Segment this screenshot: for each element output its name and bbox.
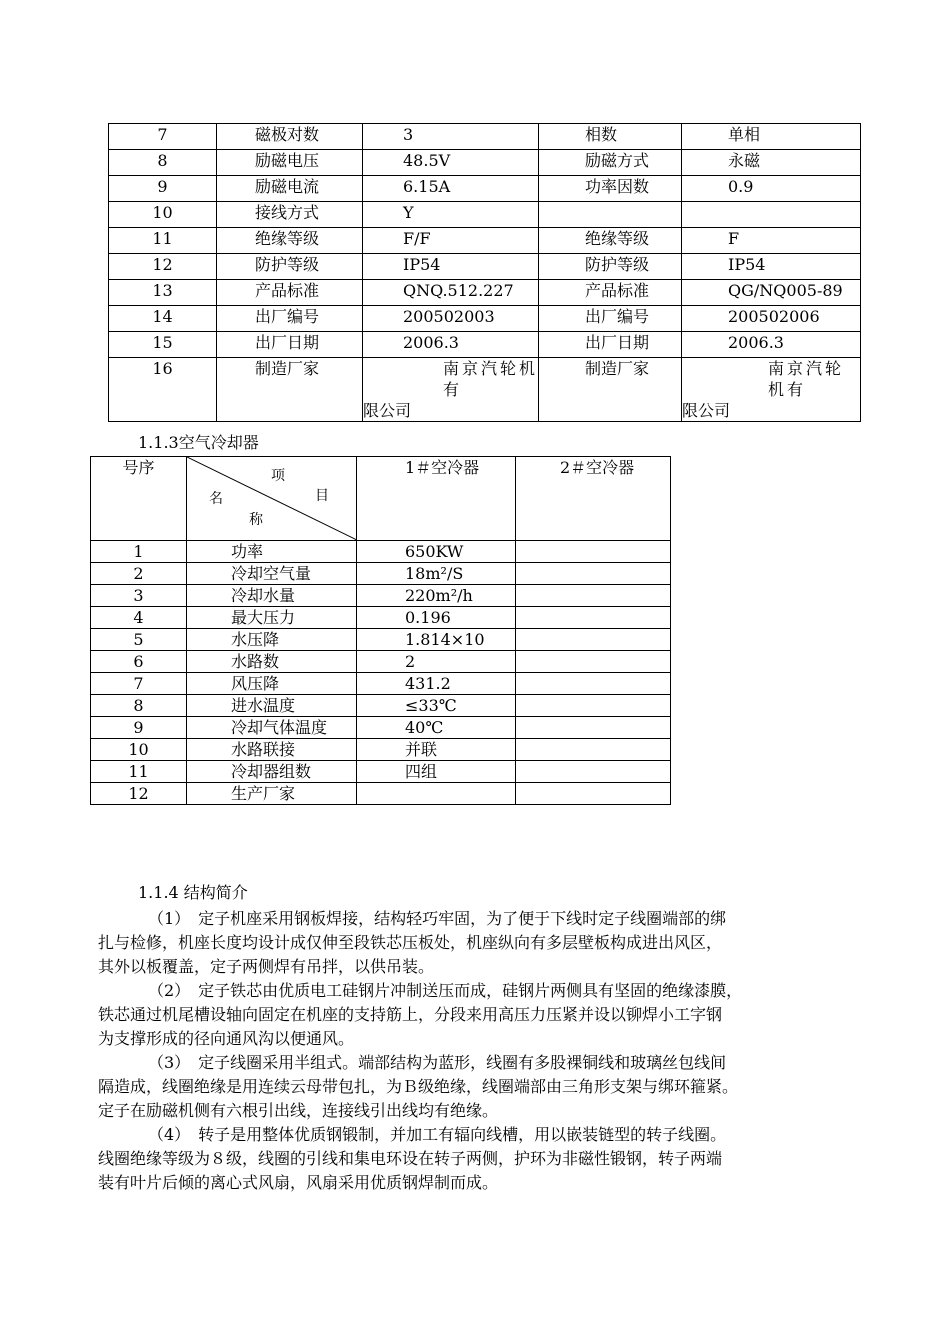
table-cell xyxy=(516,651,671,673)
paragraph-4-line-2: 线圈绝缘等级为８级，线圈的引线和集电环设在转子两侧，护环为非磁性锻钢，转子两端 xyxy=(98,1149,723,1168)
table-cell: 3 xyxy=(363,124,539,150)
table-row xyxy=(109,280,861,306)
table-cell: 650KW xyxy=(357,541,516,563)
table-cell: 40℃ xyxy=(357,717,516,739)
table-cell: 进水温度 xyxy=(187,695,357,717)
table-cell xyxy=(516,673,671,695)
table-cell: QNQ.512.227 xyxy=(363,280,539,306)
table-cell xyxy=(357,783,516,805)
table-cell: 200502006 xyxy=(682,306,861,332)
table-cell xyxy=(516,695,671,717)
table-cell: 励磁方式 xyxy=(539,150,682,176)
table-cell: 生产厂家 xyxy=(187,783,357,805)
table-row xyxy=(91,673,671,695)
header-seq: 号序 xyxy=(91,457,187,541)
table-cell: IP54 xyxy=(363,254,539,280)
structure-section xyxy=(98,881,868,1195)
table-cell: ≤33℃ xyxy=(357,695,516,717)
table-cell: 水路联接 xyxy=(187,739,357,761)
table-cell: 风压降 xyxy=(187,673,357,695)
table-cell: 8 xyxy=(91,695,187,717)
table-cell: QG/NQ005-89 xyxy=(682,280,861,306)
table-cell: 功率因数 xyxy=(539,176,682,202)
table-cell: 2006.3 xyxy=(363,332,539,358)
table-cell: 200502003 xyxy=(363,306,539,332)
table-cell: 6 xyxy=(91,651,187,673)
table-cell xyxy=(516,739,671,761)
table-cell: 7 xyxy=(91,673,187,695)
table-row xyxy=(91,695,671,717)
table-cell: 4 xyxy=(91,607,187,629)
header-col1: 1＃空冷器 xyxy=(357,457,516,541)
table-cell: 9 xyxy=(91,717,187,739)
table-cell: 431.2 xyxy=(357,673,516,695)
table-cell: 6.15A xyxy=(363,176,539,202)
table-cell: 出厂日期 xyxy=(539,332,682,358)
cell-line: 限公司 xyxy=(363,401,412,420)
table-cell xyxy=(682,202,861,228)
motor-parameter-table xyxy=(108,123,861,422)
table-row xyxy=(109,176,861,202)
header-label-xiang: 项 xyxy=(271,468,285,484)
table-row xyxy=(91,717,671,739)
table-cell: F/F xyxy=(363,228,539,254)
air-cooler-table xyxy=(90,456,671,805)
table-cell xyxy=(682,358,861,422)
cell-line: 南京汽轮机有 xyxy=(768,359,845,399)
table-row xyxy=(91,563,671,585)
table-cell: 出厂日期 xyxy=(217,332,363,358)
paragraph-2-line-3: 为支撑形成的径向通风沟以便通风。 xyxy=(98,1029,355,1048)
table-cell: IP54 xyxy=(682,254,861,280)
table-row xyxy=(91,541,671,563)
table-cell: 3 xyxy=(91,585,187,607)
table-cell: 绝缘等级 xyxy=(217,228,363,254)
table-cell: 48.5V xyxy=(363,150,539,176)
header-col2: 2＃空冷器 xyxy=(516,457,671,541)
table-row xyxy=(109,254,861,280)
table-cell xyxy=(516,541,671,563)
table-cell: 冷却器组数 xyxy=(187,761,357,783)
table-row xyxy=(91,761,671,783)
table-cell: 绝缘等级 xyxy=(539,228,682,254)
paragraph-3-line-2: 隔造成，线圈绝缘是用连续云母带包扎，为Ｂ级绝缘，线圈端部由三角形支架与绑环箍紧。 xyxy=(98,1077,739,1096)
table-cell: 单相 xyxy=(682,124,861,150)
table-cell: 2 xyxy=(91,563,187,585)
cell-line: 南京汽轮机有 xyxy=(443,359,539,399)
table-cell: 16 xyxy=(109,358,217,422)
table-cell: 出厂编号 xyxy=(539,306,682,332)
section-title-air-cooler: 1.1.3空气冷却器 xyxy=(138,433,259,452)
table-cell xyxy=(516,783,671,805)
table-row xyxy=(109,332,861,358)
table-cell: 冷却空气量 xyxy=(187,563,357,585)
table-cell: 永磁 xyxy=(682,150,861,176)
table-cell: F xyxy=(682,228,861,254)
table-cell: 2 xyxy=(357,651,516,673)
table-row xyxy=(91,629,671,651)
table-cell: 1 xyxy=(91,541,187,563)
paragraph-2-line-2: 铁芯通过机尾槽设轴向固定在机座的支持筋上，分段来用高压力压紧并设以铆焊小工字钢 xyxy=(98,1005,723,1024)
table-cell: 9 xyxy=(109,176,217,202)
table-cell: 防护等级 xyxy=(539,254,682,280)
table-row xyxy=(91,651,671,673)
table-cell: 15 xyxy=(109,332,217,358)
table-row xyxy=(109,358,861,422)
table-cell: 功率 xyxy=(187,541,357,563)
table-cell: 冷却水量 xyxy=(187,585,357,607)
paragraph-1-line-2: 扎与检修，机座长度均设计成仅伸至段铁芯压板处，机座纵向有多层壁板构成进出风区， xyxy=(98,933,723,952)
table-cell: 7 xyxy=(109,124,217,150)
paragraph-4-line-1: （4） 转子是用整体优质钢锻制，并加工有辐向线槽，用以嵌装链型的转子线圈。 xyxy=(148,1125,727,1144)
header-label-mu: 目 xyxy=(315,488,329,504)
table-row xyxy=(91,607,671,629)
table-cell: 最大压力 xyxy=(187,607,357,629)
table-cell: 励磁电压 xyxy=(217,150,363,176)
table-cell: 1.814×10 xyxy=(357,629,516,651)
paragraph-1-line-3: 其外以板覆盖，定子两侧焊有吊拌，以供吊装。 xyxy=(98,957,435,976)
table-cell: 11 xyxy=(109,228,217,254)
paragraph-3-line-1: （3） 定子线圈采用半组式。端部结构为蓝形，线圈有多股裸铜线和玻璃丝包线间 xyxy=(148,1053,727,1072)
table-cell: 18m²/S xyxy=(357,563,516,585)
paragraph-3-line-3: 定子在励磁机侧有六根引出线，连接线引出线均有绝缘。 xyxy=(98,1101,499,1120)
table-cell xyxy=(516,717,671,739)
paragraph-2-line-1: （2） 定子铁芯由优质电工硅钢片冲制送压而成，硅钢片两侧具有坚固的绝缘漆膜， xyxy=(148,981,743,1000)
table-cell: 冷却气体温度 xyxy=(187,717,357,739)
header-label-ming: 名 xyxy=(209,491,223,507)
table-header-row xyxy=(91,457,671,541)
table-row xyxy=(109,306,861,332)
header-label-cheng: 称 xyxy=(249,512,263,528)
diagonal-header-cell xyxy=(187,457,357,541)
table-cell: 水路数 xyxy=(187,651,357,673)
table-row xyxy=(109,150,861,176)
table-cell xyxy=(363,358,539,422)
table-cell: 220m²/h xyxy=(357,585,516,607)
table-cell: 13 xyxy=(109,280,217,306)
table-cell: 12 xyxy=(91,783,187,805)
table-cell: 水压降 xyxy=(187,629,357,651)
table-cell: 0.9 xyxy=(682,176,861,202)
table-cell: 8 xyxy=(109,150,217,176)
table-cell: 并联 xyxy=(357,739,516,761)
table-cell: 相数 xyxy=(539,124,682,150)
table-cell: 制造厂家 xyxy=(217,358,363,422)
table-cell: 11 xyxy=(91,761,187,783)
table-cell: 0.196 xyxy=(357,607,516,629)
table-cell xyxy=(516,585,671,607)
table-row xyxy=(109,124,861,150)
table-cell xyxy=(516,761,671,783)
table-cell: 接线方式 xyxy=(217,202,363,228)
table-row xyxy=(91,739,671,761)
paragraph-4-line-3: 装有叶片后倾的离心式风扇，风扇采用优质钢焊制而成。 xyxy=(98,1173,499,1192)
table-cell: 5 xyxy=(91,629,187,651)
table-cell: 10 xyxy=(91,739,187,761)
table-cell: 四组 xyxy=(357,761,516,783)
table-cell: Y xyxy=(363,202,539,228)
table-cell: 防护等级 xyxy=(217,254,363,280)
table-cell: 磁极对数 xyxy=(217,124,363,150)
table-cell xyxy=(539,202,682,228)
table-cell: 产品标准 xyxy=(217,280,363,306)
table-cell xyxy=(516,607,671,629)
table-cell: 产品标准 xyxy=(539,280,682,306)
table-row xyxy=(91,585,671,607)
table-cell: 励磁电流 xyxy=(217,176,363,202)
table-cell: 制造厂家 xyxy=(539,358,682,422)
section-title-structure: 1.1.4 结构简介 xyxy=(138,883,248,902)
table-cell xyxy=(516,563,671,585)
table-cell: 10 xyxy=(109,202,217,228)
table-cell: 12 xyxy=(109,254,217,280)
table-cell: 出厂编号 xyxy=(217,306,363,332)
table-cell: 14 xyxy=(109,306,217,332)
table-cell: 2006.3 xyxy=(682,332,861,358)
table-row xyxy=(109,202,861,228)
table-row xyxy=(109,228,861,254)
table-row xyxy=(91,783,671,805)
cell-line: 限公司 xyxy=(682,401,731,420)
table-cell xyxy=(516,629,671,651)
paragraph-1-line-1: （1） 定子机座采用钢板焊接，结构轻巧牢固，为了便于下线时定子线圈端部的绑 xyxy=(148,909,727,928)
